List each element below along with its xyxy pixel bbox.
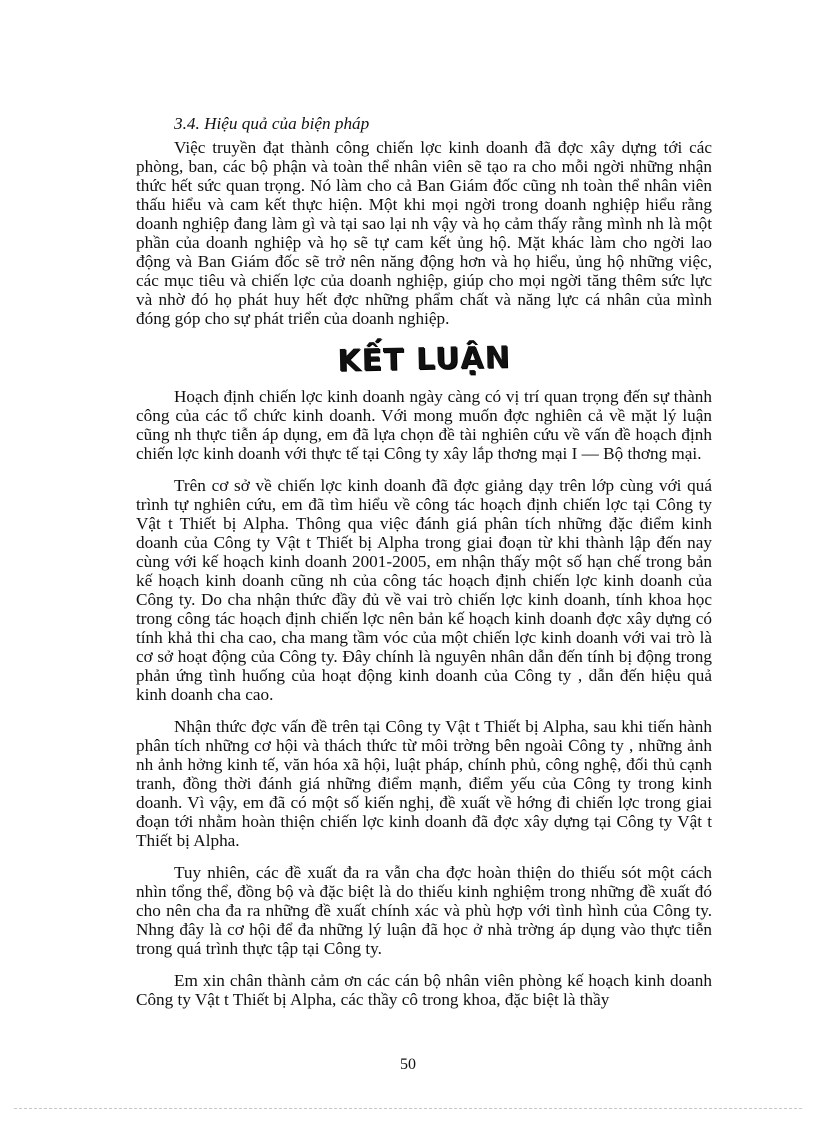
conclusion-paragraph-1: Hoạch định chiến lợc kinh doanh ngày càng có vị trí quan trọng đến sự thành công của các tổ chức kinh doanh. Với mong muốn đợc nghiên cả về mặt lý luận cũng nh thực tiễn áp dụng, em đã lựa chọn đề tài nghiên cứu về vấn đề hoạch định chiến lợc kinh doanh với thực tế tại Công ty xây lắp thơng mại I — Bộ thơng mại. <box>136 387 712 463</box>
section-heading: 3.4. Hiệu quả của biện pháp <box>174 114 370 133</box>
conclusion-paragraph-3: Nhận thức đợc vấn đề trên tại Công ty Vật t Thiết bị Alpha, sau khi tiến hành phân tích những cơ hội và thách thức từ môi trờng bên ngoài Công ty , những ảnh nh ảnh hởng kinh tế, văn hóa xã hội, luật pháp, chính phủ, công nghệ, đối thủ cạnh tranh, đồng thời đánh giá những điểm mạnh, điểm yếu của Công ty trong kinh doanh. Vì vậy, em đã có một số kiến nghị, đề xuất về hớng đi chiến lợc trong giai đoạn tới nhằm hoàn thiện chiến lợc kinh doanh đã đợc xây dựng tại Công ty Vật t Thiết bị Alpha. <box>136 717 712 850</box>
section-paragraph: Việc truyền đạt thành công chiến lợc kinh doanh đã đợc xây dựng tới các phòng, ban, các bộ phận và toàn thể nhân viên sẽ tạo ra cho mỗi ngời những nhận thức hết sức quan trọng. Nó làm cho cả Ban Giám đốc cũng nh toàn thể nhân viên thấu hiểu và cam kết thực hiện. Một khi mọi ngời trong doanh nghiệp hiểu rằng doanh nghiệp đang làm gì và tại sao lại nh vậy và họ cảm thấy rằng mình nh là một phần của doanh nghiệp và họ sẽ tự cam kết ủng hộ. Mặt khác làm cho ngời lao động và Ban Giám đốc sẽ trở nên năng động hơn và họ hiểu, ủng hộ những việc, các mục tiêu và chiến lợc của doanh nghiệp, giúp cho mọi ngời tăng thêm sức lực và nhờ đó họ phát huy hết đợc những phẩm chất và năng lực cá nhân của mình đóng góp cho sự phát triển của doanh nghiệp. <box>136 138 712 328</box>
page-bottom-divider <box>14 1108 802 1109</box>
conclusion-title: KẾT LUẬN <box>336 340 512 379</box>
conclusion-paragraph-5: Em xin chân thành cảm ơn các cán bộ nhân viên phòng kế hoạch kinh doanh Công ty Vật t Thiết bị Alpha, các thầy cô trong khoa, đặc biệt là thầy <box>136 971 712 1009</box>
page-content <box>136 114 712 1013</box>
conclusion-paragraph-4: Tuy nhiên, các đề xuất đa ra vẫn cha đợc hoàn thiện do thiếu sót một cách nhìn tổng thể, đồng bộ và đặc biệt là do thiếu kinh nghiệm trong những đề xuất đó cho nên cha đa ra những đề xuất chính xác và phù hợp với tình hình của Công ty. Nhng đây là cơ hội để đa những lý luận đã học ở nhà trờng áp dụng vào thực tiễn trong quá trình thực tập tại Công ty. <box>136 863 712 958</box>
page-number: 50 <box>400 1056 416 1073</box>
conclusion-paragraph-2: Trên cơ sở về chiến lợc kinh doanh đã đợc giảng dạy trên lớp cùng với quá trình tự nghiên cứu, em đã tìm hiểu về công tác hoạch định chiến lợc tại Công ty Vật t Thiết bị Alpha. Thông qua việc đánh giá phân tích những đặc điểm kinh doanh của Công ty Vật t Thiết bị Alpha trong giai đoạn từ khi thành lập đến nay cùng với kế hoạch kinh doanh 2001-2005, em nhận thấy một số hạn chế trong bản kế hoạch kinh doanh cũng nh của công tác hoạch định chiến lợc kinh doanh của Công ty. Do cha nhận thức đầy đủ về vai trò chiến lợc kinh doanh, tính khoa học trong công tác hoạch định chiến lợc nên bản kế hoạch kinh doanh đợc xây dựng có tính khả thi cha cao, cha mang tầm vóc của một chiến lợc kinh doanh với vai trò là cơ sở hoạt động của Công ty. Đây chính là nguyên nhân dẫn đến tính bị động trong phản ứng tình huống của hoạt động kinh doanh của Công ty , dẫn đến hiệu quả kinh doanh cha cao. <box>136 476 712 704</box>
